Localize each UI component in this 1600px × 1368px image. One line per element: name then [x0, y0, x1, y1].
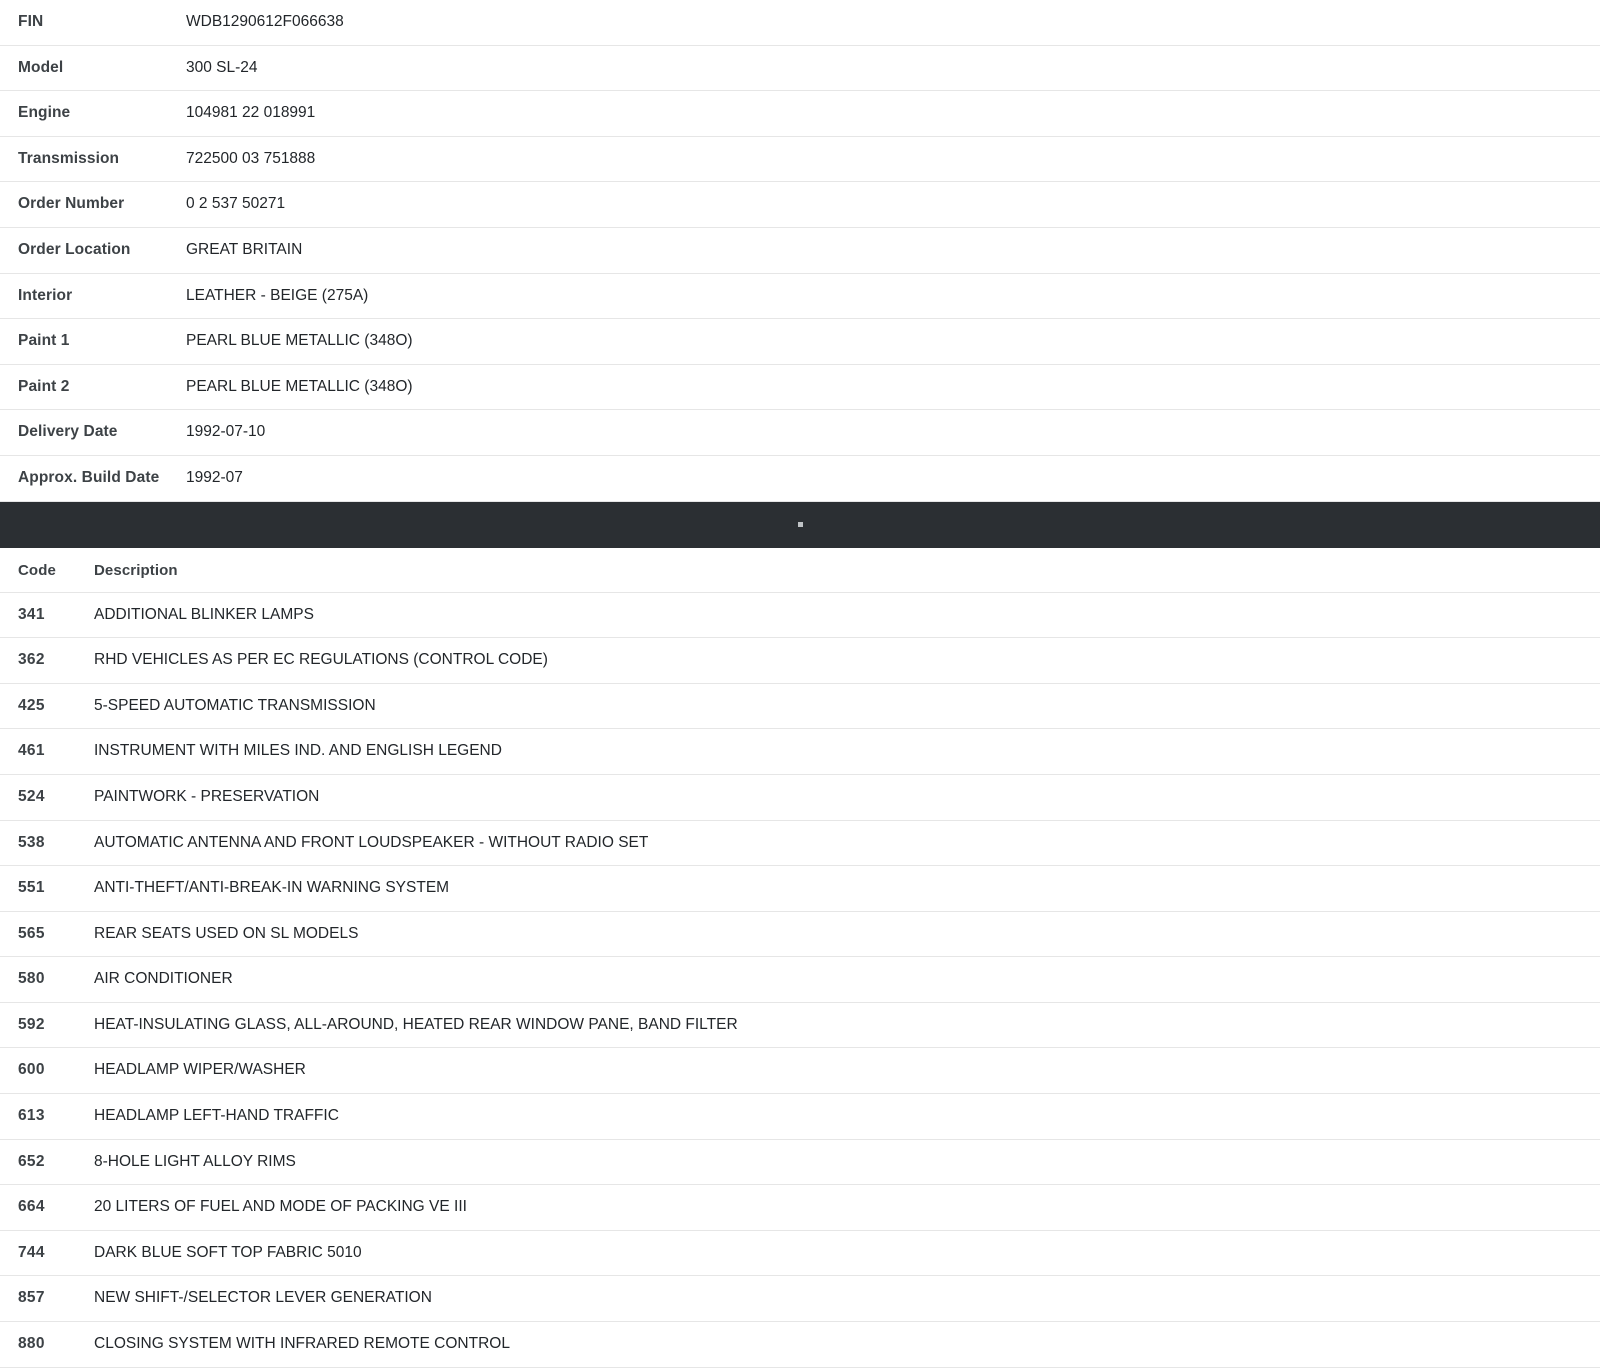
spec-value: 722500 03 751888 [186, 149, 316, 167]
option-description: CLOSING SYSTEM WITH INFRARED REMOTE CONTROL [94, 1335, 510, 1353]
table-row [0, 1322, 1600, 1368]
column-header-code: Code [18, 561, 56, 579]
table-row [0, 1094, 1600, 1140]
spec-value: 1992-07-10 [186, 423, 266, 441]
spec-value: WDB1290612F066638 [186, 13, 344, 30]
table-row [0, 820, 1600, 866]
option-description: HEADLAMP WIPER/WASHER [94, 1061, 306, 1079]
spec-label: Paint 1 [18, 332, 70, 350]
table-row [0, 957, 1600, 1003]
table-row [0, 455, 1600, 501]
option-description: 8-HOLE LIGHT ALLOY RIMS [94, 1152, 296, 1170]
table-row [0, 866, 1600, 912]
option-code: 461 [18, 742, 45, 760]
option-code: 362 [18, 651, 45, 669]
table-row [0, 1048, 1600, 1094]
spec-label: Interior [18, 286, 73, 304]
option-description: DARK BLUE SOFT TOP FABRIC 5010 [94, 1243, 362, 1261]
table-row [0, 729, 1600, 775]
option-code: 592 [18, 1015, 45, 1033]
spec-value: PEARL BLUE METALLIC (348O) [186, 332, 413, 350]
spec-label: Order Number [18, 195, 125, 213]
spec-label: Model [18, 58, 64, 76]
option-description: AIR CONDITIONER [94, 970, 233, 988]
table-row [0, 91, 1600, 137]
option-description: AUTOMATIC ANTENNA AND FRONT LOUDSPEAKER - WITHOUT RADIO SET [94, 833, 649, 851]
table-row [0, 911, 1600, 957]
option-code: 744 [18, 1243, 45, 1261]
spec-value: 104981 22 018991 [186, 104, 316, 122]
table-row [0, 227, 1600, 273]
table-header-row [0, 548, 1600, 593]
option-code: 664 [18, 1198, 45, 1216]
option-code: 551 [18, 879, 45, 897]
spec-label: Paint 2 [18, 377, 70, 395]
option-code: 425 [18, 696, 45, 714]
vehicle-spec-body [0, 0, 1600, 501]
table-row [0, 1185, 1600, 1231]
option-description: INSTRUMENT WITH MILES IND. AND ENGLISH LEGEND [94, 742, 502, 760]
spec-value: 1992-07 [186, 468, 243, 486]
table-row [0, 136, 1600, 182]
option-code: 524 [18, 787, 45, 805]
spec-label: FIN [18, 13, 44, 30]
table-row [0, 1230, 1600, 1276]
spec-value: 300 SL-24 [186, 58, 258, 76]
table-row [0, 683, 1600, 729]
spec-label: Approx. Build Date [18, 468, 160, 486]
section-divider-bar [0, 502, 1600, 548]
spec-label: Order Location [18, 240, 131, 258]
option-description: NEW SHIFT-/SELECTOR LEVER GENERATION [94, 1289, 432, 1307]
option-codes-body [0, 592, 1600, 1367]
option-description: 20 LITERS OF FUEL AND MODE OF PACKING VE III [94, 1198, 467, 1216]
option-description: HEADLAMP LEFT-HAND TRAFFIC [94, 1107, 339, 1125]
option-codes-table [0, 548, 1600, 1368]
table-row [0, 273, 1600, 319]
table-row [0, 45, 1600, 91]
spec-label: Engine [18, 104, 71, 122]
table-row [0, 638, 1600, 684]
spec-label: Delivery Date [18, 423, 118, 441]
option-description: 5-SPEED AUTOMATIC TRANSMISSION [94, 696, 376, 714]
option-description: ANTI-THEFT/ANTI-BREAK-IN WARNING SYSTEM [94, 879, 450, 897]
divider-marker-icon [798, 522, 803, 527]
option-description: RHD VEHICLES AS PER EC REGULATIONS (CONTROL CODE) [94, 651, 548, 669]
table-row [0, 774, 1600, 820]
table-row [0, 1002, 1600, 1048]
table-row [0, 0, 1600, 45]
vehicle-spec-table [0, 0, 1600, 502]
option-code: 341 [18, 605, 45, 623]
option-codes-head [0, 548, 1600, 593]
option-code: 613 [18, 1107, 45, 1125]
spec-value: PEARL BLUE METALLIC (348O) [186, 377, 413, 395]
option-description: PAINTWORK - PRESERVATION [94, 787, 320, 805]
option-code: 857 [18, 1289, 45, 1307]
option-description: REAR SEATS USED ON SL MODELS [94, 924, 359, 942]
spec-label: Transmission [18, 149, 120, 167]
option-code: 580 [18, 970, 45, 988]
table-row [0, 364, 1600, 410]
option-code: 880 [18, 1335, 45, 1353]
column-header-description: Description [94, 561, 178, 579]
table-row [0, 1139, 1600, 1185]
spec-value: GREAT BRITAIN [186, 240, 303, 258]
table-row [0, 319, 1600, 365]
table-row [0, 1276, 1600, 1322]
option-code: 538 [18, 833, 45, 851]
option-code: 565 [18, 924, 45, 942]
spec-value: 0 2 537 50271 [186, 195, 286, 213]
table-row [0, 410, 1600, 456]
option-description: HEAT-INSULATING GLASS, ALL-AROUND, HEATED REAR WINDOW PANE, BAND FILTER [94, 1015, 738, 1033]
option-description: ADDITIONAL BLINKER LAMPS [94, 605, 314, 623]
table-row [0, 182, 1600, 228]
table-row [0, 592, 1600, 638]
option-code: 600 [18, 1061, 45, 1079]
spec-value: LEATHER - BEIGE (275A) [186, 286, 369, 304]
option-code: 652 [18, 1152, 45, 1170]
